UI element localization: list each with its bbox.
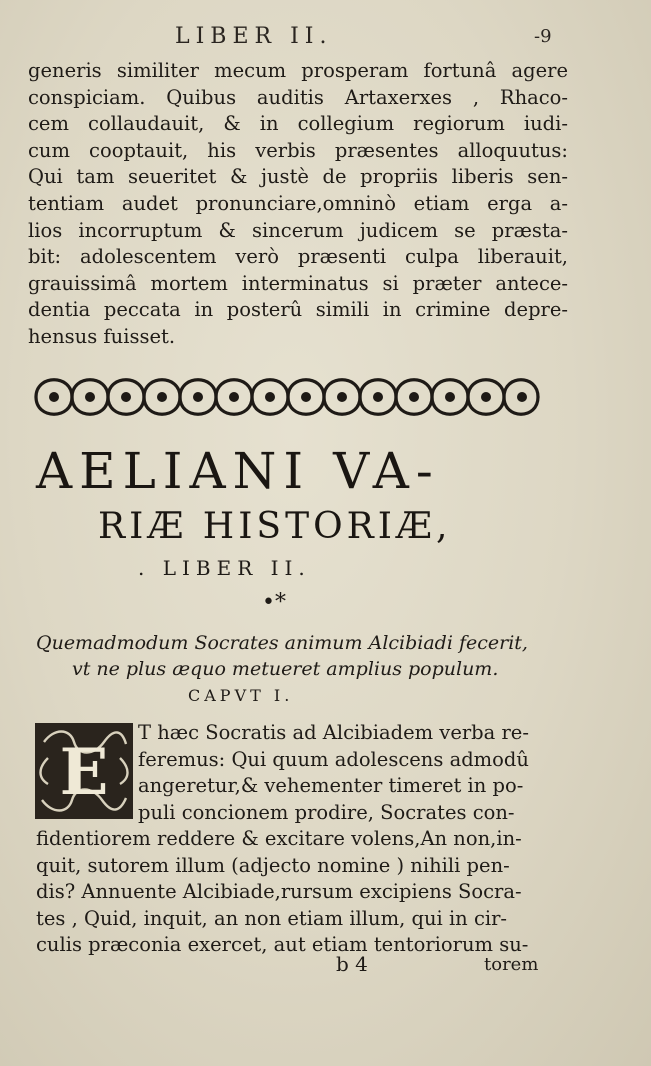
chapter-body-continued bbox=[36, 826, 551, 959]
chapter-summary bbox=[36, 630, 556, 682]
text-line: dentia peccata in posterû simili in crimine depre- bbox=[28, 298, 568, 322]
text-line: dis? Annuente Alcibiade,rursum excipiens Socra- bbox=[36, 880, 522, 904]
ornamental-band bbox=[32, 366, 542, 428]
summary-line: Quemadmodum Socrates animum Alcibiadi fecerit, bbox=[36, 632, 528, 654]
running-head bbox=[0, 24, 651, 50]
top-paragraph bbox=[28, 58, 568, 351]
book-title-line-1: AELIANI VA- bbox=[36, 442, 440, 500]
text-line: T hæc Socratis ad Alcibiadem verba re- bbox=[138, 721, 529, 744]
text-line: grauissimâ mortem interminatus si præter antece- bbox=[28, 271, 568, 295]
text-line: quit, sutorem illum (adjecto nomine ) nihili pen- bbox=[36, 853, 510, 877]
summary-line: vt ne plus æquo metueret amplius populum. bbox=[72, 658, 499, 680]
text-line: tes , Quid, inquit, an non etiam illum, qui in cir- bbox=[36, 906, 508, 930]
asterism-ornament: •* bbox=[262, 590, 286, 615]
chapter-heading: CAPVT I. bbox=[188, 686, 294, 705]
signature-mark: b 4 bbox=[336, 952, 368, 976]
text-line: lios incorruptum & sincerum judicem se præsta- bbox=[28, 218, 568, 242]
text-line: puli concionem prodire, Socrates con- bbox=[138, 800, 515, 824]
text-line: hensus fuisset. bbox=[28, 324, 176, 348]
running-title: LIBER II. bbox=[175, 24, 333, 49]
text-line: Qui tam seueritet & justè de propriis liberis sen- bbox=[28, 165, 568, 189]
folio-number: -9 bbox=[534, 26, 552, 47]
book-number: . LIBER II. bbox=[138, 556, 311, 580]
text-line: feremus: Qui quum adolescens admodû bbox=[138, 747, 529, 771]
text-line: culis præconia exercet, aut etiam tentoriorum su- bbox=[36, 933, 529, 957]
text-line: angeretur,& vehementer timeret in po- bbox=[138, 774, 524, 798]
text-line: bit: adolescentem verò præsenti culpa liberauit, bbox=[28, 245, 568, 269]
text-line: cem collaudauit, & in collegium regiorum iudi- bbox=[28, 112, 568, 136]
catchword: torem bbox=[484, 954, 539, 975]
text-line: tentiam audet pronunciare,omninò etiam erga a- bbox=[28, 191, 568, 215]
book-title-line-2: RIÆ HISTORIÆ, bbox=[98, 506, 452, 547]
drop-cap-letter: E bbox=[59, 735, 109, 810]
text-line: generis similiter mecum prosperam fortunâ agere bbox=[28, 59, 568, 82]
text-line: cum cooptauit, his verbis præsentes alloquutus: bbox=[28, 138, 568, 162]
text-line: conspiciam. Quibus auditis Artaxerxes , Rhaco- bbox=[28, 85, 568, 109]
chapter-body-opening bbox=[36, 720, 551, 826]
text-line: fidentiorem reddere & excitare volens,An non,in- bbox=[36, 827, 522, 850]
